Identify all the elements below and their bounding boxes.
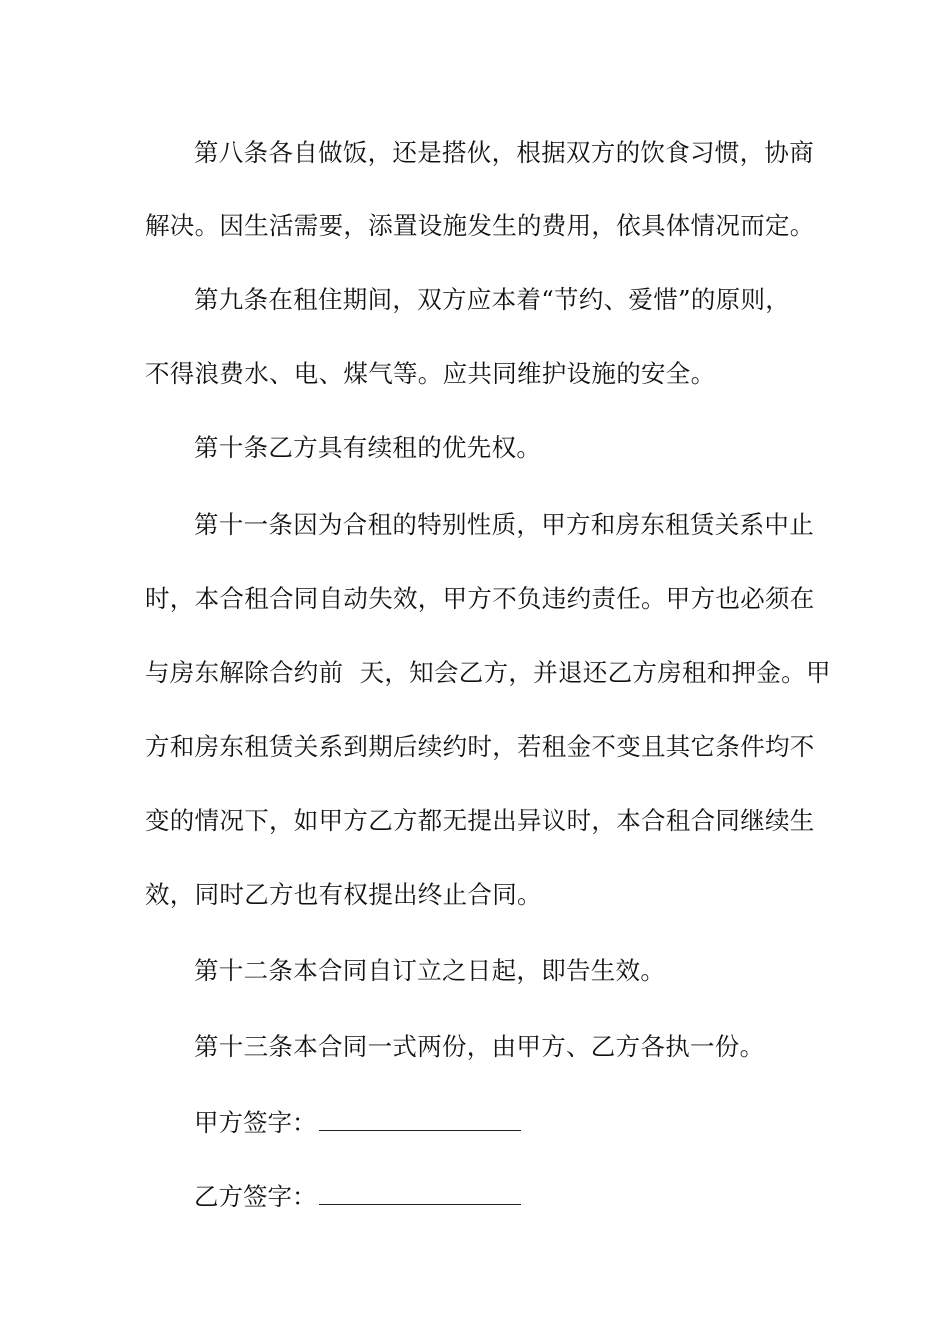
party-b-signature-row (194, 1182, 521, 1212)
article-11-line-1: 第十一条因为合租的特别性质，甲方和房东租赁关系中止 (194, 510, 814, 539)
article-9-line-1: 第九条在租住期间，双方应本着“节约、爱惜”的原则， (194, 285, 791, 314)
article-11-line-3: 与房东解除合约前 天，知会乙方，并退还乙方房租和押金。甲 (145, 658, 831, 687)
party-a-signature-row (194, 1108, 521, 1138)
article-9-line-2: 不得浪费水、电、煤气等。应共同维护设施的安全。 (145, 359, 716, 388)
article-10-line: 第十条乙方具有续租的优先权。 (194, 433, 542, 462)
article-11-line-6: 效，同时乙方也有权提出终止合同。 (145, 880, 542, 909)
article-11-line-4: 方和房东租赁关系到期后续约时，若租金不变且其它条件均不 (145, 732, 815, 761)
party-b-signature-line[interactable] (319, 1182, 521, 1205)
article-13-line: 第十三条本合同一式两份，由甲方、乙方各执一份。 (194, 1032, 765, 1061)
article-8-line-2: 解决。因生活需要，添置设施发生的费用，依具体情况而定。 (145, 211, 815, 240)
article-8-line-1: 第八条各自做饭，还是搭伙，根据双方的饮食习惯，协商 (194, 138, 814, 167)
article-11-line-2: 时，本合租合同自动失效，甲方不负违约责任。甲方也必须在 (145, 584, 815, 613)
party-a-signature-line[interactable] (319, 1108, 521, 1131)
party-a-signature-label: 甲方签字： (194, 1108, 317, 1137)
party-b-signature-label: 乙方签字： (194, 1182, 317, 1211)
article-12-line: 第十二条本合同自订立之日起，即告生效。 (194, 956, 666, 985)
article-11-line-5: 变的情况下，如甲方乙方都无提出异议时，本合租合同继续生 (145, 806, 815, 835)
